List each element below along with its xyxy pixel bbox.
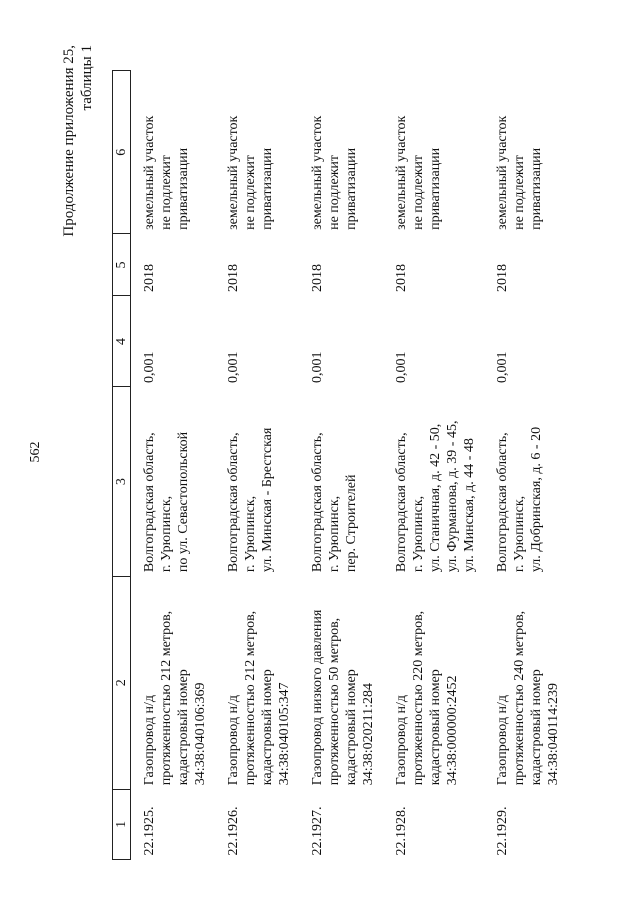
status-line: не подлежит — [512, 155, 527, 230]
address-line: ул. Минская, д. 44 - 48 — [462, 438, 477, 573]
page-number: 562 — [28, 441, 43, 463]
column-4-cell — [383, 296, 484, 387]
year-value: 2018 — [142, 263, 157, 292]
continuation-line-2: таблицы 1 — [79, 45, 95, 111]
address-line: Волгоградская область, — [226, 432, 241, 573]
status-cell — [299, 71, 383, 234]
object-name-line: кадастровый номер — [529, 669, 544, 786]
year-cell — [131, 234, 216, 296]
continuation-header — [60, 45, 96, 305]
address-line: ул. Станичная, д. 42 - 50, — [428, 423, 443, 573]
object-name-line: протяженностью 212 метров, — [243, 610, 258, 786]
column-number: 6 — [113, 71, 131, 234]
table-row — [215, 71, 299, 860]
column-4-cell — [484, 296, 568, 387]
row-number: 22.1926. — [226, 806, 241, 856]
column-number: 2 — [113, 576, 131, 789]
object-name-line: 34:38:040105:347 — [277, 682, 292, 786]
row-number: 22.1928. — [394, 806, 409, 856]
address-line: г. Урюпинск, — [411, 495, 426, 573]
object-name-cell — [131, 576, 216, 789]
object-name-line: кадастровый номер — [260, 669, 275, 786]
address-cell — [215, 387, 299, 576]
status-line: приватизации — [176, 147, 191, 230]
row-number: 22.1925. — [142, 806, 157, 856]
address-line: пер. Строителей — [344, 474, 359, 573]
object-name-line: 34:38:040114:239 — [546, 683, 561, 786]
object-name-line: 34:38:040106:369 — [193, 682, 208, 786]
row-number: 22.1929. — [495, 806, 510, 856]
address-line: Волгоградская область, — [142, 432, 157, 573]
address-line: ул. Минская - Брестская — [260, 427, 275, 573]
status-line: приватизации — [344, 147, 359, 230]
year-cell — [299, 234, 383, 296]
year-cell — [484, 234, 568, 296]
year-cell — [383, 234, 484, 296]
status-cell — [131, 71, 216, 234]
year-value: 2018 — [394, 263, 409, 292]
address-line: г. Урюпинск, — [512, 495, 527, 573]
object-name-line: кадастровый номер — [344, 669, 359, 786]
address-cell — [299, 387, 383, 576]
status-line: приватизации — [428, 147, 443, 230]
table-body — [131, 71, 569, 860]
object-name-line: 34:38:000000:2452 — [445, 675, 460, 786]
object-name-line: кадастровый номер — [428, 669, 443, 786]
continuation-line-1: Продолжение приложения 25, — [61, 45, 77, 237]
address-cell — [484, 387, 568, 576]
row-number-cell — [299, 789, 383, 859]
status-line: земельный участок — [142, 115, 157, 230]
status-line: приватизации — [260, 147, 275, 230]
column-number: 4 — [113, 296, 131, 387]
table-row — [131, 71, 216, 860]
object-name-line: Газопровод н/д — [142, 695, 157, 786]
row-number-cell — [383, 789, 484, 859]
year-value: 2018 — [310, 263, 325, 292]
column-4-value: 0,001 — [310, 351, 325, 383]
object-name-cell — [484, 576, 568, 789]
object-name-line: протяженностью 212 метров, — [159, 610, 174, 786]
column-4-cell — [215, 296, 299, 387]
status-line: не подлежит — [159, 155, 174, 230]
column-4-value: 0,001 — [226, 351, 241, 383]
status-cell — [484, 71, 568, 234]
object-name-line: протяженностью 220 метров, — [411, 610, 426, 786]
status-line: не подлежит — [243, 155, 258, 230]
row-number-cell — [131, 789, 216, 859]
object-name-line: 34:38:020211:284 — [361, 683, 376, 786]
address-line: ул. Фурманова, д. 39 - 45, — [445, 420, 460, 573]
column-number-row — [113, 71, 131, 860]
column-4-cell — [131, 296, 216, 387]
status-line: не подлежит — [327, 155, 342, 230]
status-line: земельный участок — [495, 115, 510, 230]
address-line: ул. Добринская, д. 6 - 20 — [529, 426, 544, 573]
address-line: Волгоградская область, — [310, 432, 325, 573]
object-name-cell — [383, 576, 484, 789]
object-name-line: Газопровод н/д — [495, 695, 510, 786]
status-cell — [215, 71, 299, 234]
object-name-line: кадастровый номер — [176, 669, 191, 786]
row-number-cell — [215, 789, 299, 859]
object-name-line: протяженностью 240 метров, — [512, 610, 527, 786]
object-name-cell — [215, 576, 299, 789]
object-name-cell — [299, 576, 383, 789]
address-line: Волгоградская область, — [394, 432, 409, 573]
column-4-cell — [299, 296, 383, 387]
object-name-line: Газопровод н/д — [394, 695, 409, 786]
address-line: г. Урюпинск, — [243, 495, 258, 573]
column-4-value: 0,001 — [142, 351, 157, 383]
status-line: земельный участок — [394, 115, 409, 230]
address-cell — [383, 387, 484, 576]
status-line: земельный участок — [226, 115, 241, 230]
address-line: г. Урюпинск, — [327, 495, 342, 573]
column-number: 1 — [113, 789, 131, 859]
status-cell — [383, 71, 484, 234]
row-number: 22.1927. — [310, 806, 325, 856]
object-name-line: протяженностью 50 метров, — [327, 617, 342, 786]
status-line: приватизации — [529, 147, 544, 230]
table-row — [484, 71, 568, 860]
address-line: г. Урюпинск, — [159, 495, 174, 573]
column-4-value: 0,001 — [495, 351, 510, 383]
status-line: земельный участок — [310, 115, 325, 230]
address-line: по ул. Севастопольской — [176, 431, 191, 573]
row-number-cell — [484, 789, 568, 859]
table-row — [299, 71, 383, 860]
year-cell — [215, 234, 299, 296]
address-line: Волгоградская область, — [495, 432, 510, 573]
property-table — [112, 70, 568, 860]
column-number: 3 — [113, 387, 131, 576]
column-number: 5 — [113, 234, 131, 296]
year-value: 2018 — [495, 263, 510, 292]
column-4-value: 0,001 — [394, 351, 409, 383]
year-value: 2018 — [226, 263, 241, 292]
table-row — [383, 71, 484, 860]
object-name-line: Газопровод низкого давления — [310, 609, 325, 786]
object-name-line: Газопровод н/д — [226, 695, 241, 786]
status-line: не подлежит — [411, 155, 426, 230]
address-cell — [131, 387, 216, 576]
